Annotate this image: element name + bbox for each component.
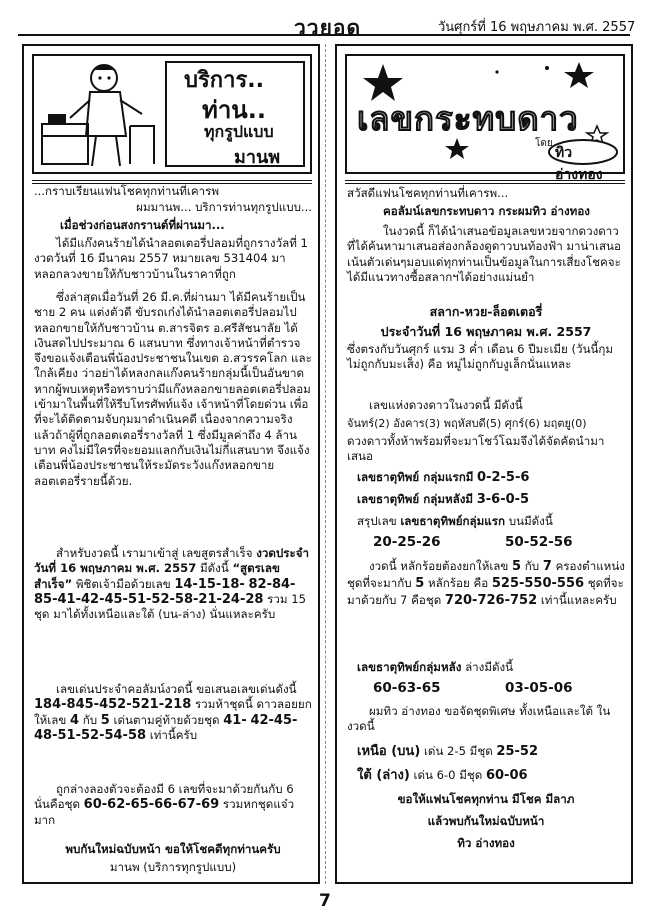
draw-date: ประจำวันที่ 16 พฤษภาคม พ.ศ. 2557 (380, 324, 592, 339)
hundreds-text-2: ครองตำแหน่งชุดที่จะมากับ (347, 559, 625, 590)
bottom-tail: รวมหกชุดแจ๋วมาก (34, 797, 295, 827)
stars-intro: เลขแห่งดวงดาวในงวดนี้ มีดังนี้ (369, 398, 523, 412)
lead-numbers: 184-845-452-521-218 (34, 697, 192, 713)
lead-mid: กับ (82, 712, 98, 727)
north-value: 25-52 (496, 744, 538, 759)
summary-label: เลขธาตุทิพย์กลุ่มแรก (400, 514, 506, 528)
formula-numbers-2: 82-84-85-41-42-45-51-52-58-21-24-28 (34, 576, 296, 607)
group-2 (347, 492, 625, 507)
right-intro: ในงวดนี้ ก็ได้นำเสนอข้อมูลเลขหวยจากดวงดาวที่ได้ค้นหามาเสนอส่องกล้องดูดาวบนท้องฟ้า มาน่าเสนอ เน้นตัวเด่นๆมอบแด่ทุกท่านเป็นข้อมูลในการเสี่ยงโชคจะได้มีแนวทางซื้อสลากฯได้อย่างแม่นยำ (347, 224, 621, 284)
three-digit-b: 720-726-752 (444, 593, 538, 608)
bottom-intro: ถูกล่างลองตัวจะต้องมี 6 เลขที่จะมาด้วยกันกับ 6 นั่นคือชุด (34, 782, 294, 812)
lead-star-a: 4 (69, 712, 80, 728)
top-pairs-a: 20-25-26 (373, 534, 441, 550)
sign-line-2: ท่าน.. (202, 96, 266, 124)
story-title: เมื่อช่วงก่อนสงกรานต์ที่ผ่านมา... (60, 218, 225, 232)
group-2-label: เลขธาตุทิพย์ กลุ่มหลังมี (357, 492, 474, 506)
bottom-pairs-b: 03-05-06 (505, 680, 573, 696)
lead-paragraph (34, 682, 312, 743)
left-greeting: ...กราบเรียนแฟนโชคทุกท่านที่เคารพ (34, 184, 220, 198)
formula-note: พิชิตเจ้ามือด้วยเลข (75, 576, 171, 591)
north-text: เด่น 2-5 มีชุด (423, 744, 493, 758)
cartoon-header (32, 54, 312, 174)
special-intro: ผมทิว อ่างทอง ขอจัดชุดพิเศษ ทั้งเหนือและใต้ ในงวดนี้ (347, 704, 611, 734)
hundreds-c: 5 (415, 576, 425, 591)
sign-line-3: ทุกรูปแบบ (204, 122, 274, 141)
sign-line-1: บริการ.. (184, 68, 264, 93)
column-gutter (325, 44, 326, 884)
logo-author: ทิว อ่างทอง (555, 145, 603, 183)
bottom-numbers: 60-62-65-66-67-69 (83, 797, 220, 813)
right-farewell-1: ขอให้แฟนโชคทุกท่าน มีโชค มีลาภ (397, 792, 575, 806)
group-1 (347, 470, 625, 485)
formula-draw-date: งวดประจำวันที่ 16 พฤษภาคม พ.ศ. 2557 (34, 546, 310, 576)
right-farewell-2: แล้วพบกันใหม่ฉบับหน้า (427, 814, 545, 828)
summary-pre: สรุปเลข (357, 514, 397, 528)
story-paragraph-2: ซึ่งล่าสุดเมื่อวันที่ 26 มี.ค.ที่ผ่านมา ได้มีคนร้ายเป็นชาย 2 คน แต่งตัวดี ขับรถเก๋งได้นำลอตเตอรี่ปลอมไปหลอกขายให้กับชาวบ้าน ต.สารจิตร อ.ศรีสัชนาลัย ได้เงินสดไปประมาณ 6 แสนบาท ซึ่งทางเจ้าหน้าที่ตำรวจจึงขอแจ้งเตือนพี่น้องประชาชนในเขต อ.สวรรคโลก และใกล้เคียง ว่าอย่าได้หลงกลแก๊งคนร้ายกลุ่มนี้เป็นอันขาด หากผู้พบเหตุหรือทราบว่ามีแก๊งหลอกขายลอตเตอรี่ปลอมเข้ามาในพื้นที่ให้รีบโทรศัพท์แจ้ง เจ้าหน้าที่โดยด่วน เพื่อที่จะได้ติดตามจับกุมมาดำเนินคดี เนื่องจากความจริงแล้วถ้าผู้ที่ถูกลอตเตอรี่รางวัลที่ 1 ซึ่งมีมูลค่าถึง 4 ล้านบาท คงไม่มีใครที่จะยอมแลกกับเงินไม่กี่แสนบาท จึงแจ้งเตือนพี่น้องประชาชนให้ระมัดระวังแก๊งหลอกขายลอตเตอรี่รายนี้ด้วย. (34, 290, 312, 488)
stars-outro: ดวงดาวทั้งห้าพร้อมที่จะมาโชว์โฉมจึงได้จัดคัดนำมาเสนอ (347, 434, 605, 464)
hundreds-b: 7 (542, 559, 552, 574)
three-digit-a-tail: ชุดที่จะมาด้วยกับ 7 คือชุด (347, 576, 624, 607)
bottom-line (347, 660, 625, 675)
hundreds-text-1: งวดนี้ หลักร้อยต้องยกให้เลข (369, 559, 509, 573)
sign-line-4: มานพ (234, 147, 281, 168)
south-line (347, 768, 625, 783)
newspaper-brand: ววยอด (294, 16, 362, 40)
lead-total: รวมห้าชุดนี้ ดาวลอยยกให้เลข (34, 697, 312, 727)
lead-tail: เด่นตามคู่ท้ายด้วยชุด (113, 712, 220, 727)
south-label: ใต้ (ล่าง) (357, 768, 410, 783)
page-number: 7 (319, 891, 331, 911)
bottom-pairs-a: 60-63-65 (373, 680, 441, 696)
publication-date: วันศุกร์ที่ 16 พฤษภาคม พ.ศ. 2557 (438, 20, 636, 35)
right-greeting: สวัสดีแฟนโชคทุกท่านที่เคารพ... (347, 186, 509, 200)
group-2-value: 3-6-0-5 (476, 492, 530, 507)
hundreds-paragraph (347, 558, 625, 609)
right-column (335, 44, 633, 884)
pair-numbers-2: 42-45-48-51-52-54-58 (34, 712, 298, 743)
hundreds-mid: กับ (524, 559, 540, 573)
bottom-post: ล่างมีดังนี้ (465, 660, 514, 674)
summary-post: บนมีดังนี้ (508, 514, 553, 528)
pair-tail: เท่านี้ครับ (149, 727, 198, 742)
right-signature: ทิว อ่างทอง (457, 836, 515, 850)
formula-numbers-1: 14-15-18- (174, 576, 245, 592)
formula-name: “สูตรเลขสำเร็จ” (34, 561, 280, 591)
masthead (18, 6, 636, 44)
south-value: 60-06 (485, 768, 528, 783)
masthead-rule (18, 34, 630, 36)
logo-title: เลขกระทบดาว (357, 99, 579, 138)
lead-intro: เลขเด่นประจำคอลัมน์งวดนี้ ขอเสนอเลขเด่นดังนี้ (56, 682, 297, 696)
formula-lead: มีดังนี้ (199, 561, 229, 576)
hundreds-a: 5 (512, 559, 522, 574)
logo-header (345, 54, 625, 183)
north-label: เหนือ (บน) (357, 744, 421, 759)
group-1-value: 0-2-5-6 (477, 470, 530, 485)
lead-star-b: 5 (100, 712, 110, 728)
left-byline: ผมมานพ... บริการท่านทุกรูปแบบ... (136, 200, 312, 214)
three-digit-a: 525-550-556 (491, 576, 585, 591)
stars-list: จันทร์(2) อังคาร(3) พฤหัสบดี(5) ศุกร์(6) มฤตยู(0) (347, 417, 587, 430)
group-1-label: เลขธาตุทิพย์ กลุ่มแรกมี (357, 470, 474, 484)
formula-paragraph (34, 546, 312, 622)
top-pairs-b: 50-52-56 (505, 534, 573, 550)
story-paragraph-1: ได้มีแก๊งคนร้ายได้นำลอตเตอรี่ปลอมที่ถูกรางวัลที่ 1 งวดวันที่ 16 มีนาคม 2557 หมายเลข 531404 มาหลอกลวงขายให้กับชาวบ้านในราคาที่ถูก (34, 236, 308, 281)
pair-numbers-1: 41- (223, 712, 247, 728)
formula-sum: รวม 15 ชุด มาได้ทั้งเหนือและใต้ (บน-ล่าง) นั่นแหละครับ (34, 591, 306, 622)
left-signature: มานพ (บริการทุกรูปแบบ) (109, 860, 237, 874)
bottom-paragraph (34, 782, 312, 828)
summary-line (347, 514, 625, 529)
south-text: เด่น 6-0 มีชุด (413, 768, 483, 782)
logo-sub: โดย (535, 138, 553, 149)
section-title: สลาก-หวย-ล็อตเตอรี่ (429, 304, 543, 319)
north-line (347, 744, 625, 759)
draw-info: ซึ่งตรงกับวันศุกร์ แรม 3 ค่ำ เดือน 6 ปีมะเมีย (วันนี้กุมไม่ถูกกับมะเส็ง) คือ หมู่ไม่ถูกกับงูเล็กนั่นแหละ (347, 342, 614, 372)
formula-intro: สำหรับงวดนี้ เรามาเข้าสู่ เลขสูตรสำเร็จ (56, 546, 253, 560)
left-column (22, 44, 320, 884)
left-farewell: พบกันใหม่ฉบับหน้า ขอให้โชคดีทุกท่านครับ (65, 842, 281, 856)
three-digit-b-tail: เท่านี้แหละครับ (540, 593, 617, 607)
hundreds-text-3: หลักร้อย คือ (428, 576, 489, 590)
logo-divider (345, 180, 625, 184)
bottom-label: เลขธาตุทิพย์กลุ่มหลัง (357, 660, 462, 674)
column-name: คอลัมน์เลขกระทบดาว กระผมทิว อ่างทอง (383, 204, 590, 218)
